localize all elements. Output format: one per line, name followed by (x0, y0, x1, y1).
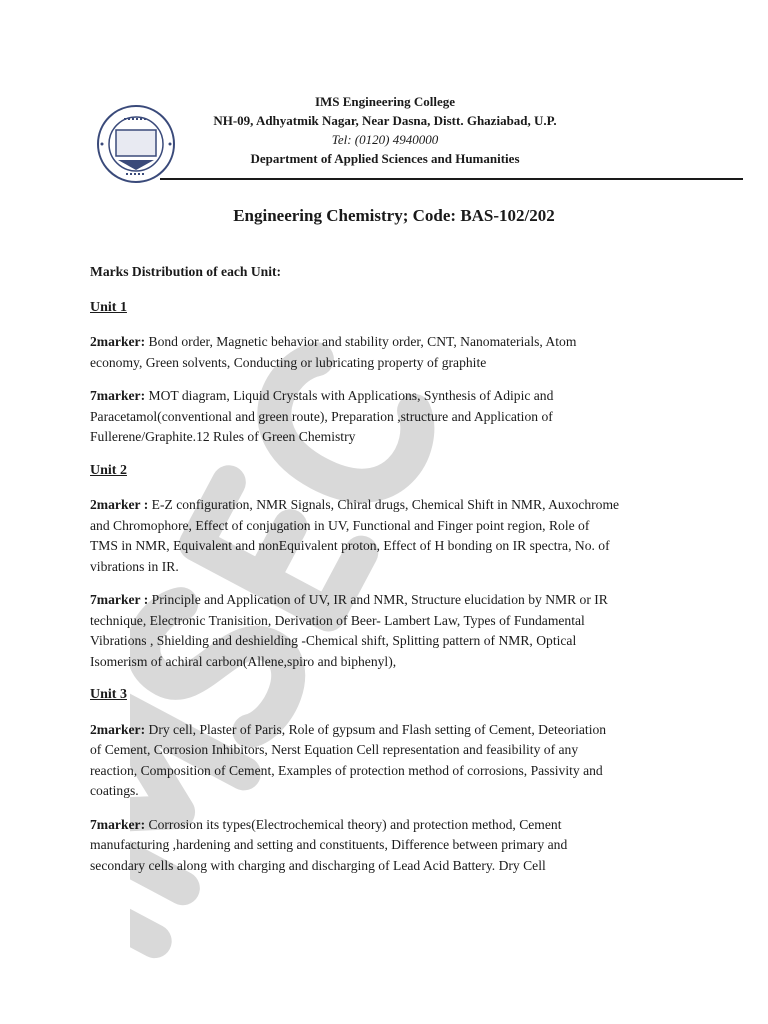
department-name: Department of Applied Sciences and Humanities (250, 151, 520, 166)
unit-heading: Unit 3 (90, 687, 127, 702)
college-phone: Tel: (0120) 4940000 (331, 132, 439, 147)
unit1-7marker: 7marker: MOT diagram, Liquid Crystals with Applications, Synthesis of Adipic and Paracetamol(conventional and green route), Preparation ,structure and Application of Fullerene/Graphite.12 Rules of Green Chemistry (90, 388, 554, 444)
document-title: Engineering Chemistry; Code: BAS-102/202 (233, 206, 555, 225)
unit2-2marker: 2marker : E-Z configuration, NMR Signals, Chiral drugs, Chemical Shift in NMR, Auxochrome and Chromophore, Effect of conjugation in UV, Functional and Finger point region, Role of TMS in NMR, Equivalent and nonEquivalent proton, Effect of H bonding on IR spectra, No. of vibrations in IR. (90, 497, 620, 574)
unit-heading: Unit 1 (90, 299, 127, 315)
unit-heading: Unit 2 (90, 462, 127, 478)
college-logo (96, 104, 176, 184)
college-address: NH-09, Adhyatmik Nagar, Near Dasna, Distt. Ghaziabad, U.P. (213, 113, 557, 128)
unit3-2marker: 2marker: Dry cell, Plaster of Paris, Role of gypsum and Flash setting of Cement, Deteoriation of Cement, Corrosion Inhibitors, Nerst Equation Cell representation and feasibility of any reaction, Composition of Cement, Examples of protection method of corrosions, Passivity and coatings. (90, 721, 607, 798)
syllabus-content (90, 262, 680, 889)
marks-distribution-heading: Marks Distribution of each Unit: (90, 264, 282, 279)
college-name: IMS Engineering College (314, 94, 456, 109)
header-divider (160, 178, 743, 180)
unit1-2marker: 2marker: Bond order, Magnetic behavior and stability order, CNT, Nanomaterials, Atom economy, Green solvents, Conducting or lubricating property of graphite (90, 334, 577, 370)
unit2-7marker: 7marker : Principle and Application of UV, IR and NMR, Structure elucidation by NMR or IR technique, Electronic Tranisition, Derivation of Beer- Lambert Law, Types of Fundamental Vibrations , Shielding and deshielding -Chemical shift, Splitting pattern of NMR, Optical Isomerism of achiral carbon(Allene,spiro and biphenyl), (90, 592, 608, 669)
unit3-7marker: 7marker: Corrosion its types(Electrochemical theory) and protection method, Cement manufacturing ,hardening and setting and constituents, Difference between primary and secondary cells along with charging and discharging of Lead Acid Battery. Dry Cell (90, 816, 568, 873)
letterhead (170, 92, 600, 168)
